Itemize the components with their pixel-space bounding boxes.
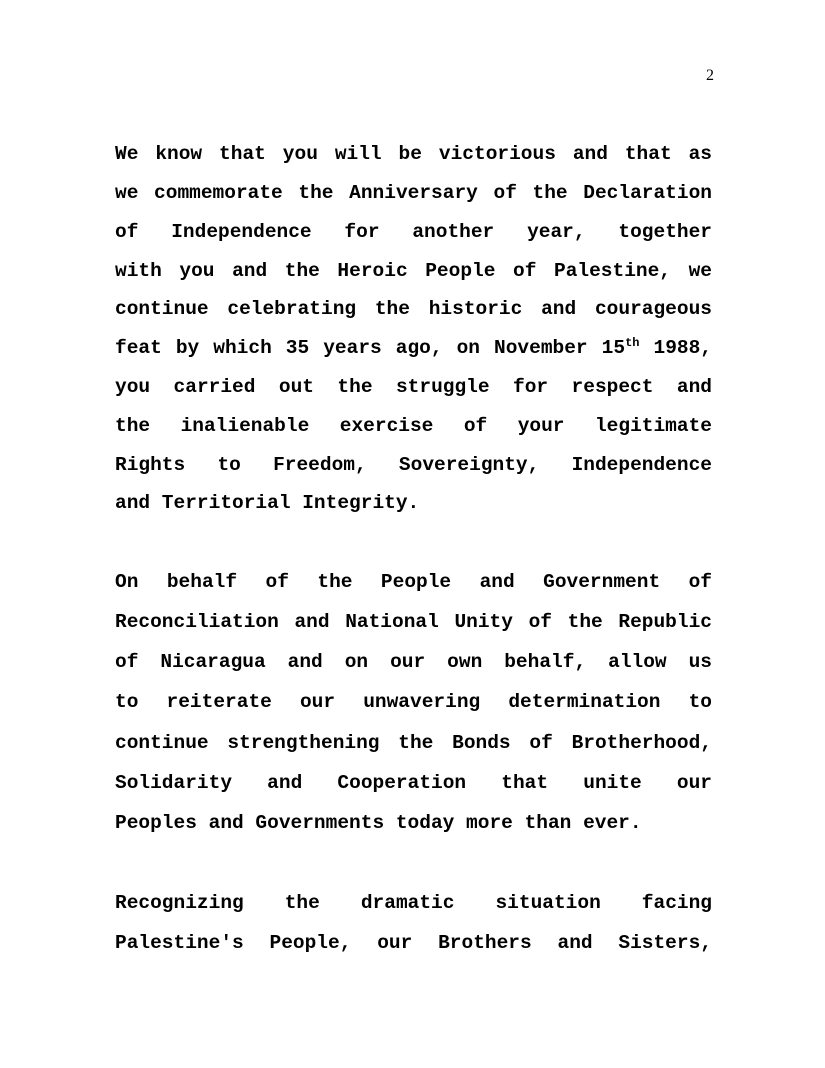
text-line: Rights to Freedom, Sovereignty, Independence: [115, 454, 712, 476]
page-number: 2: [706, 67, 714, 84]
text-line: Solidarity and Cooperation that unite our: [115, 772, 712, 794]
text-line: Palestine's People, our Brothers and Sisters,: [115, 932, 712, 954]
text-line: Peoples and Governments today more than ever.: [115, 812, 642, 834]
text-line: and Territorial Integrity.: [115, 492, 420, 514]
text-line: of Nicaragua and on our own behalf, allow us: [115, 651, 712, 673]
text-line-date: [115, 336, 712, 360]
text-line: continue celebrating the historic and courageous: [115, 298, 712, 320]
text-line: On behalf of the People and Government of: [115, 571, 712, 593]
text-line: to reiterate our unwavering determination to: [115, 691, 712, 713]
text-line: We know that you will be victorious and that as: [115, 143, 712, 165]
text-line: you carried out the struggle for respect and: [115, 376, 712, 398]
text-line: we commemorate the Anniversary of the Declaration: [115, 182, 712, 204]
text-line: of Independence for another year, together: [115, 221, 712, 243]
text-line: Reconciliation and National Unity of the Republic: [115, 611, 712, 633]
ordinal-suffix: th: [625, 336, 640, 350]
text-line: Recognizing the dramatic situation facing: [115, 892, 712, 914]
text-line: with you and the Heroic People of Palestine, we: [115, 260, 712, 282]
date-text-after: 1988,: [639, 337, 713, 359]
date-text-before: feat by which 35 years ago, on November 15: [115, 337, 626, 359]
text-line: continue strengthening the Bonds of Brotherhood,: [115, 732, 712, 754]
text-line: the inalienable exercise of your legitimate: [115, 415, 712, 437]
